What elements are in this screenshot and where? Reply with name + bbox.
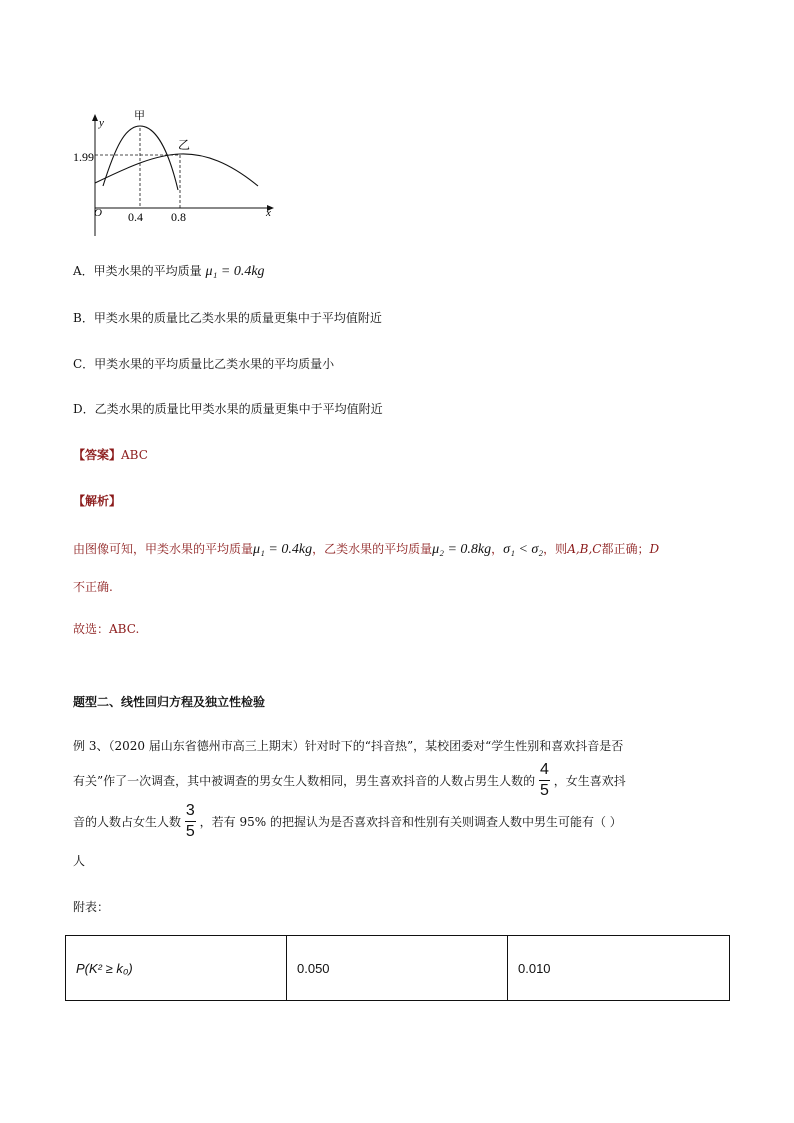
analysis-text-5: 都正确； bbox=[601, 542, 650, 556]
table-row bbox=[66, 936, 730, 1001]
y-axis-label: y bbox=[99, 117, 104, 129]
example-line-1: 例 3、（2020 届山东省德州市高三上期末）针对时下的“抖音热”，某校团委对“学生性别和喜欢抖音是否 bbox=[73, 739, 624, 753]
distribution-figure bbox=[70, 108, 280, 238]
fraction-2-numerator: 3 bbox=[185, 802, 195, 819]
x-tick-label-0.8: 0.8 bbox=[171, 210, 186, 224]
example-text-2a: 有关”作了一次调查，其中被调查的男女生人数相同，男生喜欢抖音的人数占男生人数的 bbox=[73, 774, 536, 788]
answer bbox=[73, 446, 148, 463]
analysis-conclusion: 故选：ABC. bbox=[73, 622, 140, 636]
analysis-text-2: ，乙类水果的平均质量 bbox=[312, 542, 433, 556]
origin-label: O bbox=[94, 207, 102, 219]
analysis-math-mu1: μ₁ = 0.4kg bbox=[253, 542, 313, 557]
section-title: 题型二、线性回归方程及独立性检验 bbox=[73, 695, 266, 709]
example-line-2 bbox=[73, 762, 626, 799]
example-text-2b: ，女生喜欢抖 bbox=[553, 774, 626, 788]
curve-jia-label: 甲 bbox=[134, 110, 145, 122]
fraction-2-denominator: 5 bbox=[185, 823, 195, 840]
analysis-label: 【解析】 bbox=[73, 494, 122, 508]
answer-label: 【答案】 bbox=[73, 448, 122, 462]
fraction-1-denominator: 5 bbox=[540, 782, 549, 799]
option-c: C．甲类水果的平均质量比乙类水果的平均质量小 bbox=[73, 357, 335, 371]
option-a-text: A．甲类水果的平均质量 bbox=[73, 264, 202, 278]
x-tick-label-0.4: 0.4 bbox=[128, 210, 143, 224]
analysis-math-sigma: σ₁ < σ₂ bbox=[503, 542, 544, 557]
analysis-math-d: D bbox=[649, 542, 660, 556]
analysis-math-abc: A,B,C bbox=[567, 542, 602, 556]
answer-value: ABC bbox=[121, 448, 148, 462]
example-line-3 bbox=[73, 803, 622, 840]
analysis-line-1 bbox=[73, 540, 659, 558]
option-a bbox=[73, 262, 265, 280]
fraction-2-bar bbox=[185, 821, 196, 822]
appendix-table bbox=[65, 935, 730, 1001]
appendix-label: 附表： bbox=[73, 900, 110, 914]
fraction-four-fifths bbox=[539, 762, 550, 799]
example-text-3b: ，若有 95% 的把握认为是否喜欢抖音和性别有关则调查人数中男生可能有（ ） bbox=[199, 815, 622, 829]
fraction-1-numerator: 4 bbox=[540, 761, 549, 778]
table-cell-0.050: 0.050 bbox=[287, 936, 508, 1001]
option-b: B．甲类水果的质量比乙类水果的质量更集中于平均值附近 bbox=[73, 311, 382, 325]
x-axis-label: x bbox=[266, 207, 271, 219]
analysis-text-4: ，则 bbox=[543, 542, 568, 556]
fraction-three-fifths bbox=[185, 803, 196, 840]
example-line-4: 人 bbox=[73, 854, 86, 868]
curve-jia bbox=[103, 126, 178, 190]
fraction-1-bar bbox=[539, 780, 550, 781]
table-cell-probability: P(K² ≥ k₀) bbox=[66, 936, 287, 1001]
table-cell-0.010: 0.010 bbox=[508, 936, 730, 1001]
option-a-math: μ₁ = 0.4kg bbox=[205, 264, 265, 279]
y-axis-arrow bbox=[92, 114, 98, 121]
analysis-text-3: ， bbox=[491, 542, 504, 556]
analysis-text-1: 由图像可知，甲类水果的平均质量 bbox=[73, 542, 254, 556]
analysis-line-2: 不正确. bbox=[73, 580, 113, 594]
curve-yi bbox=[95, 154, 258, 186]
curve-yi-label: 乙 bbox=[178, 138, 191, 152]
example-text-3a: 音的人数占女生人数 bbox=[73, 815, 182, 829]
y-tick-label: 1.99 bbox=[73, 150, 94, 164]
option-d: D．乙类水果的质量比甲类水果的质量更集中于平均值附近 bbox=[73, 402, 383, 416]
analysis-math-mu2: μ₂ = 0.8kg bbox=[432, 542, 492, 557]
